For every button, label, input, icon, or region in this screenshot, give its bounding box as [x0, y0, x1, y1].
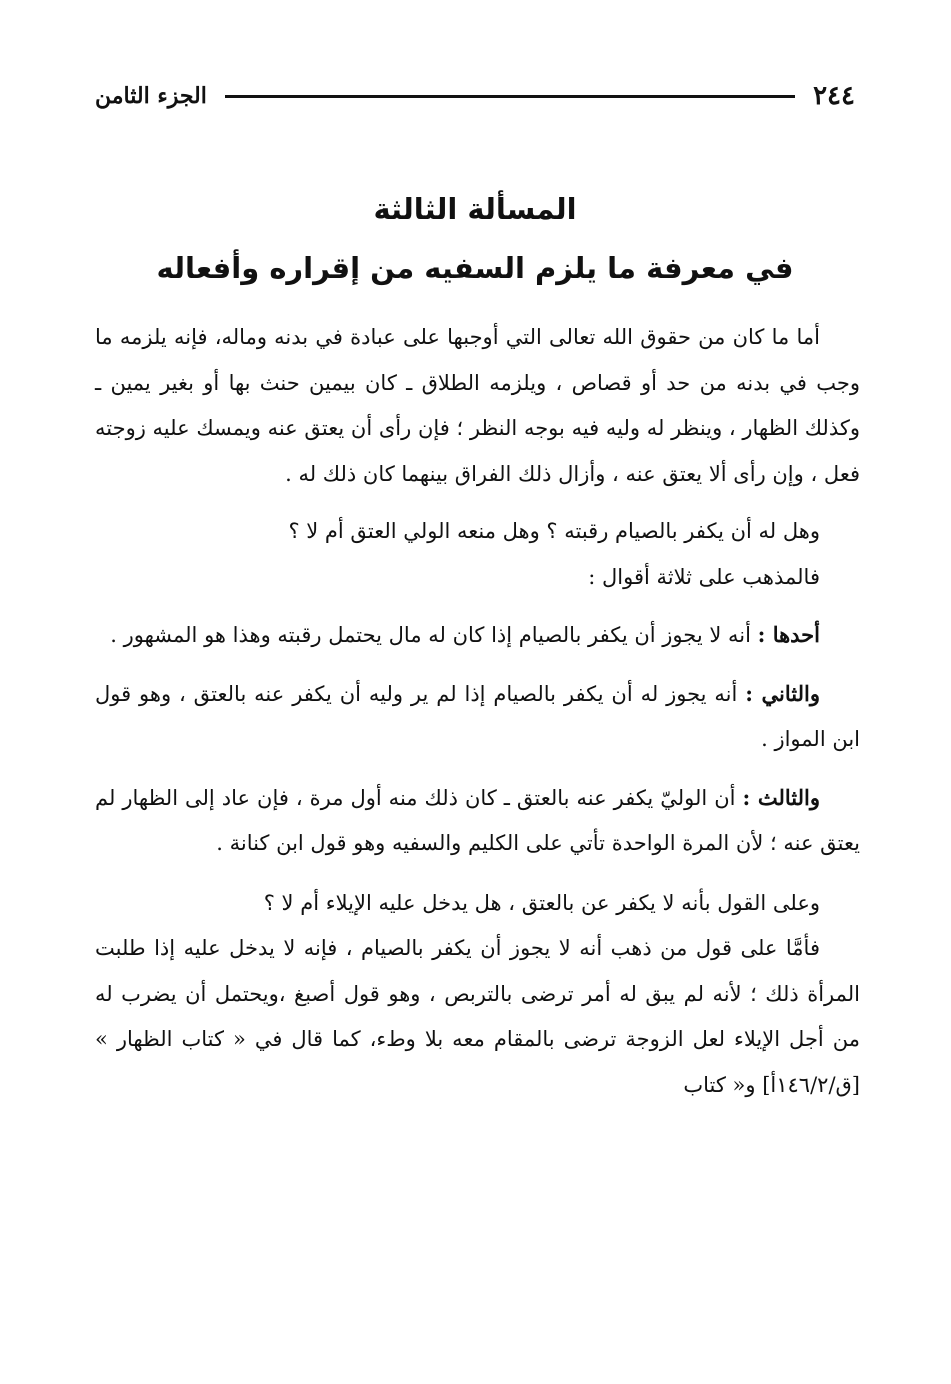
section-subtitle: في معرفة ما يلزم السفيه من إقراره وأفعاله: [156, 251, 794, 285]
page-number: ٢٤٤: [813, 81, 855, 111]
opinion-3-label: والثالث :: [742, 784, 820, 810]
paragraph-4: [95, 612, 860, 659]
section-heading: المسألة الثالثة: [373, 192, 577, 226]
header-rule: [225, 95, 795, 98]
paragraph-3: فالمذهب على ثلاثة أقوال :: [588, 564, 820, 589]
opinion-2-text: أنه يجوز له أن يكفر بالصيام إذا لم ير وليه أن يكفر عنه بالعتق ، وهو قول ابن المواز .: [95, 681, 860, 751]
paragraph-7: وعلى القول بأنه لا يكفر عن بالعتق ، هل يدخل عليه الإيلاء أم لا ؟: [263, 890, 820, 915]
paragraph-1: أما ما كان من حقوق الله تعالى التي أوجبها على عبادة في بدنه وماله، فإنه يلزمه ما وجب في بدنه من حد أو قصاص ، ويلزمه الطلاق ـ كان بيمين حنث بها أو بغير يمين ـ وكذلك الظهار ، وينظر له وليه فيه بوجه النظر ؛ فإن رأى أن يعتق عنه ويمسك عليه زوجته فعل ، وإن رأى ألا يعتق عنه ، وأزال ذلك الفراق بينهما كان ذلك له .: [95, 325, 860, 486]
running-title: الجزء الثامن: [95, 83, 207, 109]
opinion-2-label: والثاني :: [745, 680, 820, 706]
opinion-1-text: أنه لا يجوز أن يكفر بالصيام إذا كان له مال يحتمل رقبته وهذا هو المشهور .: [110, 623, 758, 647]
page-header: [95, 76, 855, 116]
paragraph-2: وهل له أن يكفر بالصيام رقبته ؟ وهل منعه الولي العتق أم لا ؟: [288, 519, 820, 543]
paragraph-5: [95, 671, 860, 763]
body-text: [95, 315, 860, 1108]
paragraph-8: فأمَّا على قول من ذهب أنه لا يجوز أن يكفر بالصيام ، فإنه لا يدخل عليه إذا طلبت المرأة ذلك ؛ لأنه لم يبق له أمر ترضى بالتربص ، وهو قول أصبغ ،ويحتمل أن يضرب له من أجل الإيلاء لعل الزوجة ترضى بالمقام معه بلا وطء، كما قال في « كتاب الظهار » [ق/١٤٦/٢أ] و« كتاب: [95, 936, 860, 1097]
paragraph-6: [95, 775, 860, 867]
opinion-3-text: أن الوليّ يكفر عنه بالعتق ـ كان ذلك منه أول مرة ، فإن عاد إلى الظهار لم يعتق عنه ؛ لأن المرة الواحدة تأتي على الكليم والسفيه وهو قول ابن كنانة .: [95, 785, 860, 855]
opinion-1-label: أحدها :: [757, 622, 820, 647]
